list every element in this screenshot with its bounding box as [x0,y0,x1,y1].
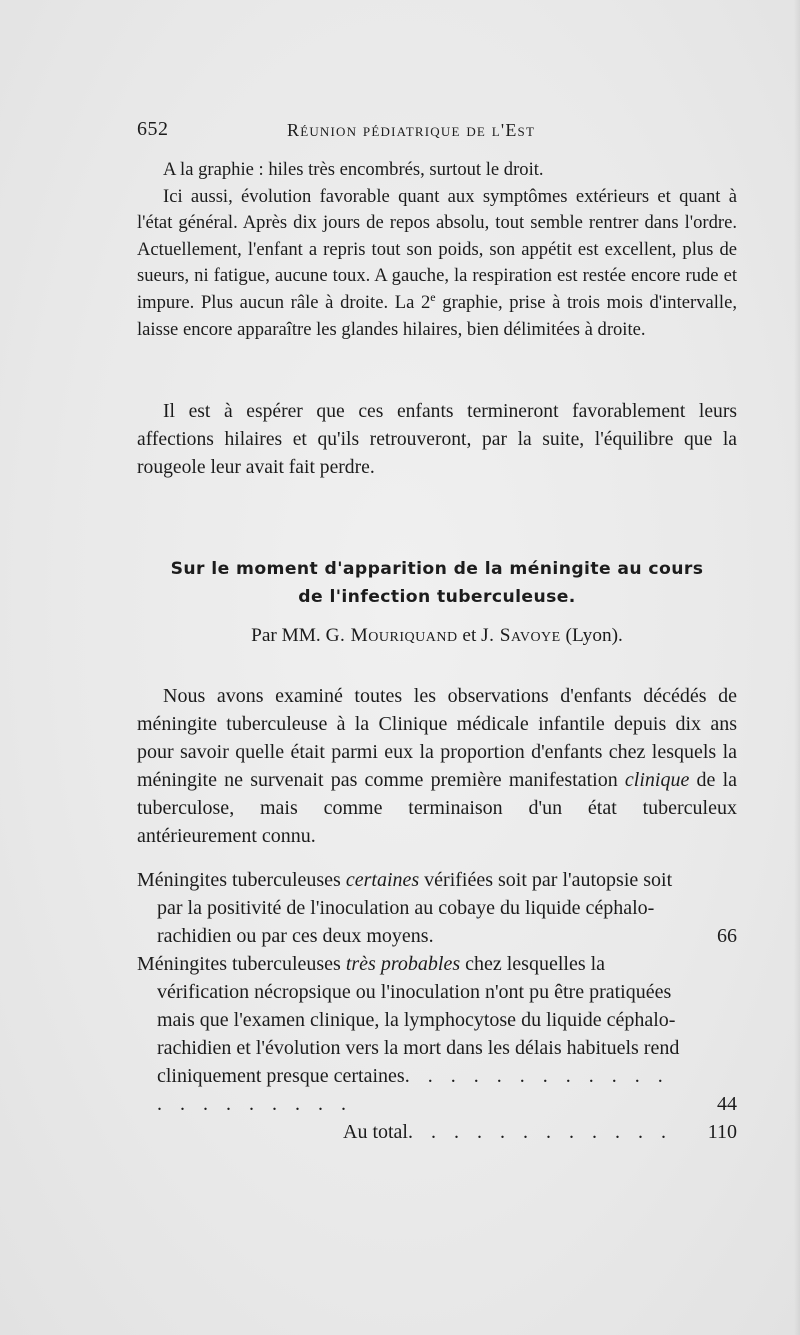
intro-paragraph [137,682,737,850]
conclusion-text [137,398,737,482]
leader-dots: . . . . . . . . . . . . . . . . . . . . . [157,1065,670,1115]
entry-lead: Méningites tuberculeuses [137,953,341,975]
total-count: 110 [707,1121,737,1143]
author-mouriquand: G. Mouriquand [325,625,458,646]
leader-dots: . . . . . . . . . . . . [408,1121,673,1143]
entry-description: vérifiées soit par l'autopsie soit par la positivité de l'inoculation au cobaye du liquide céphalo-rachidien ou par ces deux moyens. [157,869,673,947]
intro-text-part-2: de la tuberculose, mais comme terminaison d'un état tuberculeux antérieurement connu. [137,769,738,847]
entry-lead: Méningites tuberculeuses [137,869,341,891]
running-title: Réunion pédiatrique de l'Est [287,120,536,140]
authors-conjunction: et [462,625,477,646]
entry-qualifier: certaines [345,869,420,891]
evolution-text: Ici aussi, évolution favorable quant aux symptômes extérieurs et quant à l'état général. Après dix jours de repos absolu, tout semble rentrer dans l'ordre. Actuellement, l'enfant a repris tout son poids, son appétit est excellent, plus de sueurs, ni fatigue, aucune toux. A gauche, la respiration est restée encore rude et impure. Plus aucun râle à droite. La 2e graphie, prise à trois mois d'intervalle, laisse encore apparaître les glandes hilaires, bien délimitées à droite. [137,185,737,340]
author-savoye: J. Savoye [481,625,561,646]
evolution-paragraph [137,184,737,344]
table-row [137,866,737,950]
page-header [137,118,737,142]
ordinal-superscript: e [430,289,436,304]
total-row [137,1118,737,1146]
table-row [137,950,737,1118]
case-report-text [137,157,737,343]
article-intro [137,682,737,850]
page-number: 652 [137,118,169,140]
authors-prefix: Par MM. [251,625,321,646]
intro-text-part-1: Nous avons examiné toutes les observations d'enfants décédés de méningite tuberculeuse à la Clinique médicale infantile depuis dix ans pour savoir quelle était parmi eux la proportion d'enfants chez lesquels la méningite ne survenait pas comme première manifestation [137,685,737,791]
entry-qualifier: très probables [345,953,461,975]
entry-count: 44 [717,1093,737,1115]
intro-emphasis: clinique [624,769,690,791]
article-title [137,555,737,611]
graphie-paragraph: A la graphie : hiles très encombrés, surtout le droit. [163,159,544,180]
authors-location: (Lyon). [565,625,623,646]
entry-count: 66 [717,925,737,947]
article-title-line-1: Sur le moment d'apparition de la méningite au cours [170,559,704,579]
total-label: Au total [343,1121,408,1143]
conclusion-paragraph: Il est à espérer que ces enfants termineront favorablement leurs affections hilaires et qu'ils retrouveront, par la suite, l'équilibre que la rougeole leur avait fait perdre. [137,401,737,478]
meningitis-count-table [137,866,737,1146]
article-authors [137,625,737,647]
article-title-line-2: de l'infection tuberculeuse. [298,587,576,607]
entry-description: chez lesquelles la vérification nécropsique ou l'inoculation n'ont pu être pratiquées mais que l'examen clinique, la lymphocytose du liquide céphalo-rachidien et l'évolution vers la mort dans les délais habituels rend cliniquement presque certaines [157,953,680,1087]
